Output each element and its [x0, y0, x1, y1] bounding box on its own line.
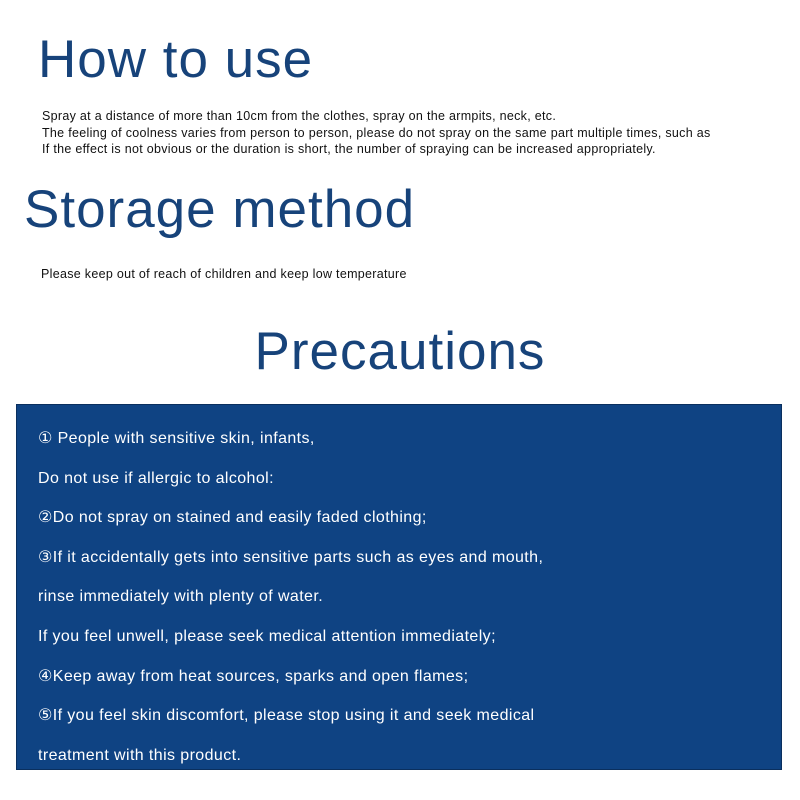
storage-instructions — [41, 266, 407, 283]
precaution-line: Do not use if allergic to alcohol: — [38, 469, 274, 487]
storage-method-heading: Storage method — [24, 180, 416, 239]
precaution-line: rinse immediately with plenty of water. — [38, 588, 324, 606]
precaution-line: treatment with this product. — [38, 746, 242, 764]
how-to-use-heading: How to use — [38, 30, 314, 89]
precautions-list — [38, 419, 543, 775]
precaution-line: ④Keep away from heat sources, sparks and open flames; — [38, 667, 469, 685]
instruction-line: Spray at a distance of more than 10cm from the clothes, spray on the armpits, neck, etc. — [42, 109, 557, 123]
precaution-line: ③If it accidentally gets into sensitive parts such as eyes and mouth, — [38, 548, 544, 566]
storage-line: Please keep out of reach of children and keep low temperature — [41, 267, 407, 281]
precautions-heading: Precautions — [254, 322, 546, 381]
instruction-line: If the effect is not obvious or the duration is short, the number of spraying can be increased appropriately. — [42, 142, 656, 156]
how-to-use-instructions — [42, 108, 711, 158]
instruction-line: The feeling of coolness varies from person to person, please do not spray on the same part multiple times, such as — [42, 125, 711, 140]
precaution-line: If you feel unwell, please seek medical attention immediately; — [38, 627, 496, 645]
precaution-line: ⑤If you feel skin discomfort, please stop using it and seek medical — [38, 707, 535, 725]
precaution-line: ① People with sensitive skin, infants, — [38, 430, 315, 447]
precaution-line: ②Do not spray on stained and easily faded clothing; — [38, 509, 427, 527]
precautions-panel — [16, 404, 782, 770]
